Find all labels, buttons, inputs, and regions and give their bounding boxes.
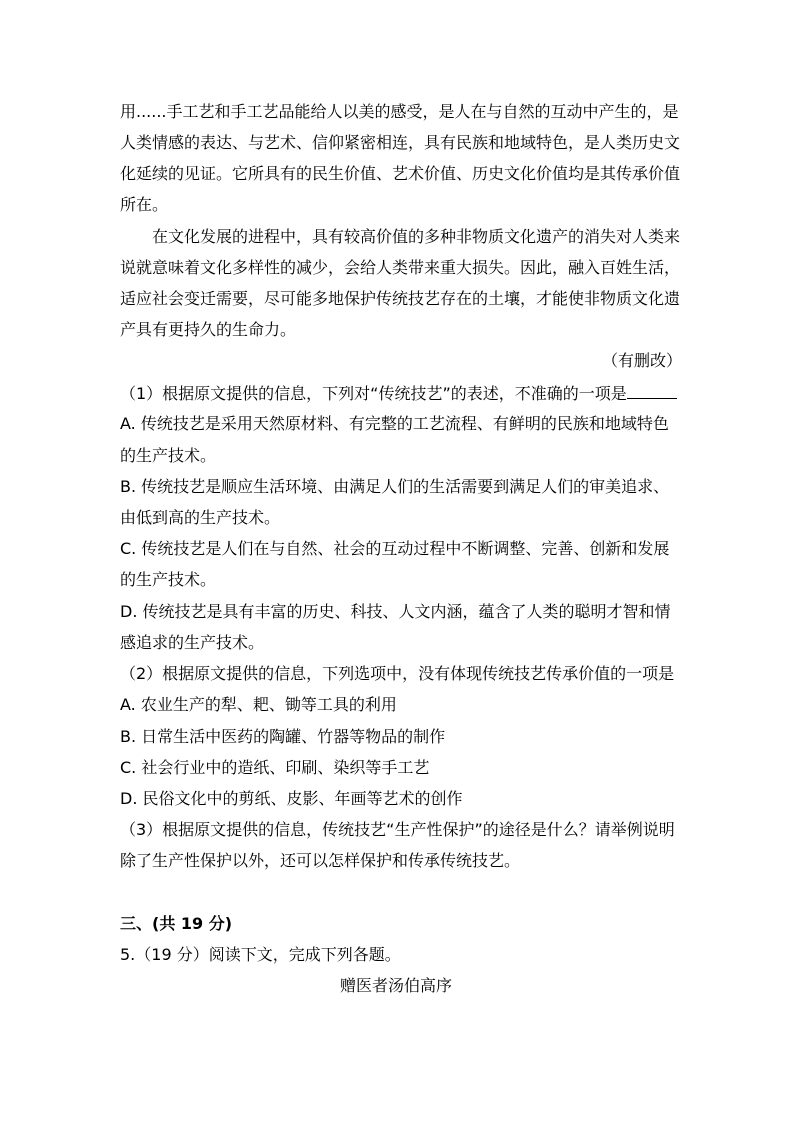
- option-line: 的生产技术。: [120, 570, 217, 589]
- question-stem: （3）根据原文提供的信息，传统技艺“生产性保护”的途径是什么？请举例说明: [120, 820, 675, 839]
- option-line: D. 传统技艺是具有丰富的历史、科技、人文内涵，蕴含了人类的聪明才智和情: [120, 602, 671, 621]
- option-line: B. 传统技艺是顺应生活环境、由满足人们的生活需要到满足人们的审美追求、: [120, 477, 670, 496]
- question-stem-continued: 除了生产性保护以外，还可以怎样保护和传承传统技艺。: [120, 851, 521, 870]
- option-a: A. 农业生产的犁、耙、锄等工具的利用: [120, 695, 397, 714]
- question-5-instruction: 5.（19 分）阅读下文，完成下列各题。: [120, 945, 401, 964]
- passage-line: 说就意味着文化多样性的减少，会给人类带来重大损失。因此，融入百姓生活，: [120, 258, 681, 277]
- option-line: C. 传统技艺是人们在与自然、社会的互动过程中不断调整、完善、创新和发展: [120, 539, 670, 558]
- passage-line: 化延续的见证。它所具有的民生价值、艺术价值、历史文化价值均是其传承价值: [120, 164, 681, 183]
- passage-line: 产具有更持久的生命力。: [120, 320, 297, 339]
- passage-line: 用......手工艺和手工艺品能给人以美的感受，是人在与自然的互动中产生的，是: [120, 102, 679, 121]
- question-stem: （2）根据原文提供的信息，下列选项中，没有体现传统技艺传承价值的一项是: [120, 664, 675, 683]
- option-c: C. 社会行业中的造纸、印刷、染织等手工艺: [120, 758, 430, 777]
- option-line: A. 传统技艺是采用天然原材料、有完整的工艺流程、有鲜明的民族和地域特色: [120, 414, 669, 433]
- answer-blank[interactable]: [627, 383, 677, 399]
- passage-line: 适应社会变迁需要，尽可能多地保护传统技艺存在的土壤，才能使非物质文化遗: [120, 289, 681, 308]
- option-d: D. 民俗文化中的剪纸、皮影、年画等艺术的创作: [120, 789, 463, 808]
- section-heading: 三、(共 19 分): [120, 914, 233, 933]
- question-stem-text: （1）根据原文提供的信息，下列对“传统技艺”的表述，不准确的一项是: [120, 384, 627, 403]
- passage-line: 在文化发展的进程中，具有较高价值的多种非物质文化遗产的消失对人类来: [152, 227, 681, 246]
- article-title: 赠医者汤伯高序: [340, 976, 453, 995]
- question-stem: [120, 383, 677, 404]
- passage-line: 人类情感的表达、与艺术、信仰紧密相连，具有民族和地域特色，是人类历史文: [120, 133, 681, 152]
- source-note: （有删改）: [602, 351, 683, 370]
- option-line: 由低到高的生产技术。: [120, 508, 281, 527]
- option-b: B. 日常生活中医药的陶罐、竹器等物品的制作: [120, 727, 446, 746]
- option-line: 的生产技术。: [120, 446, 217, 465]
- passage-line: 所在。: [120, 195, 169, 214]
- option-line: 感追求的生产技术。: [120, 633, 265, 652]
